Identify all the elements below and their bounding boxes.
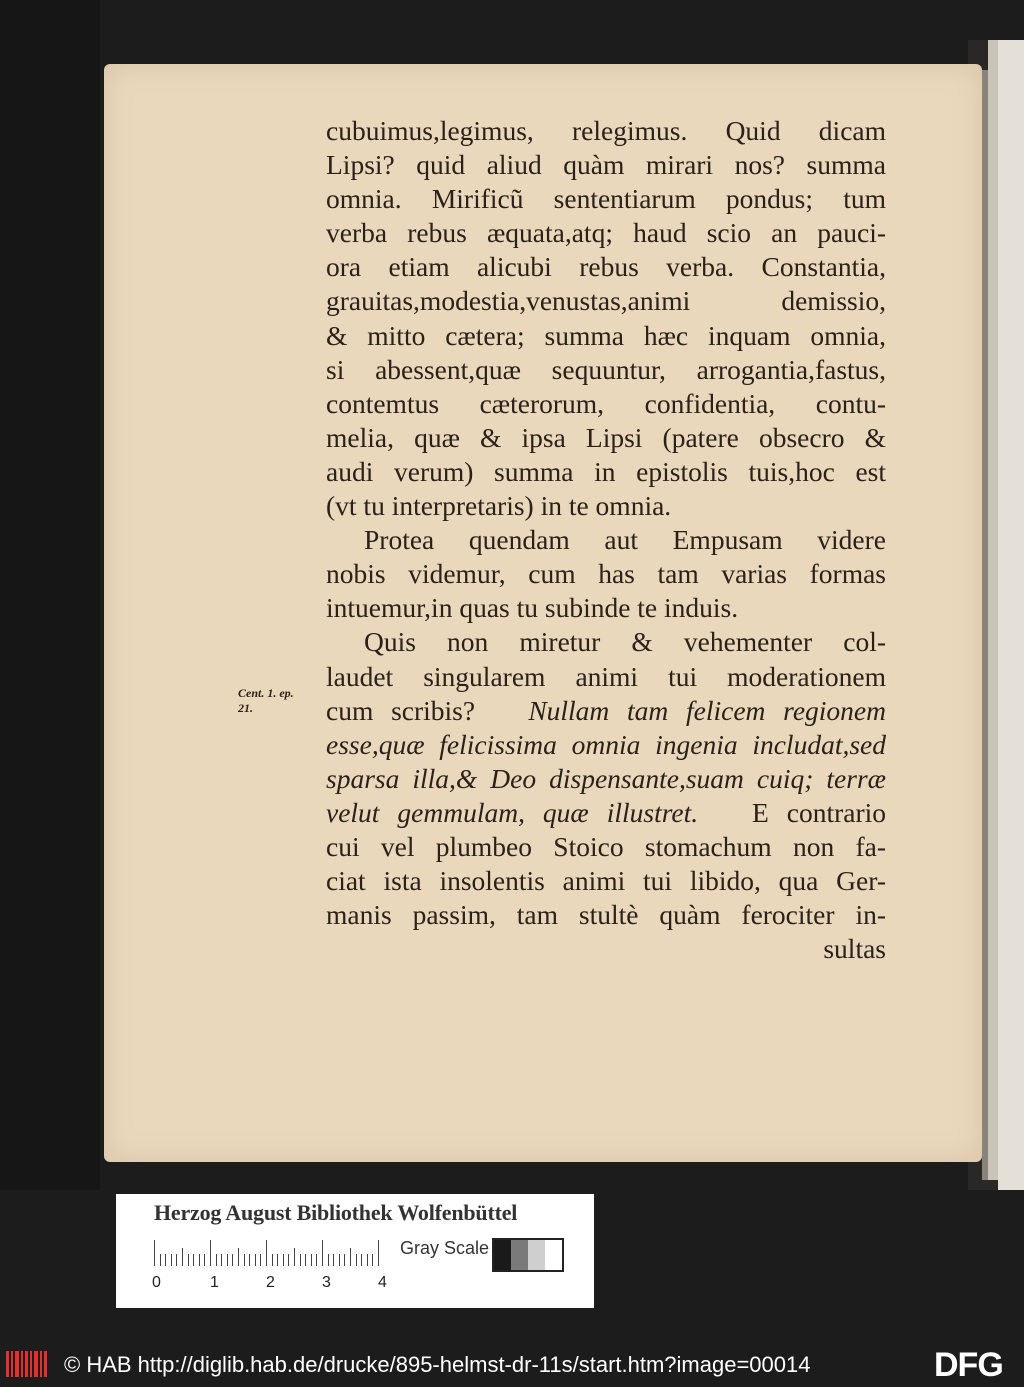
- text-line: & mitto cætera; summa hæc inquam omnia,: [326, 319, 886, 351]
- text-line: si abessent,quæ sequuntur, arrogantia,fastus,: [326, 353, 886, 385]
- text-line: verba rebus æquata,atq; haud scio an pauci-: [326, 217, 886, 249]
- text-line: Lipsi? quid aliud quàm mirari nos? summa: [326, 149, 886, 181]
- text-line-quote-end: velut gemmulam, quæ illustret. E contrario: [326, 796, 886, 828]
- ruler-tick: [188, 1254, 189, 1266]
- marginal-note: Cent. 1. ep. 21.: [238, 686, 294, 715]
- ruler-tick: [249, 1254, 250, 1266]
- ruler-tick: [216, 1254, 217, 1266]
- catchword: sultas: [823, 933, 886, 965]
- text-line: Protea quendam aut Empusam videre: [364, 524, 886, 556]
- copyright-url: © HAB http://diglib.hab.de/drucke/895-helmst-dr-11s/start.htm?image=00014: [64, 1352, 811, 1377]
- ruler-tick: [322, 1240, 323, 1266]
- ruler-tick: [316, 1254, 317, 1266]
- ruler-tick: [221, 1254, 222, 1266]
- ruler-tick: [255, 1254, 256, 1266]
- text-line: intuemur,in quas tu subinde te induis.: [326, 592, 739, 624]
- ruler-tick: [305, 1254, 306, 1266]
- ruler-tick: [266, 1240, 267, 1266]
- ruler-tick: [204, 1254, 205, 1266]
- ruler-tick: [165, 1254, 166, 1266]
- text-line: esse,quæ felicissima omnia ingenia includat,sed: [326, 728, 886, 760]
- text-line-quote-start: cum scribis? Nullam tam felicem regionem: [326, 694, 886, 726]
- ruler-tick: [350, 1248, 351, 1266]
- text-line: ora etiam alicubi rebus verba. Constantia,: [326, 251, 886, 283]
- ruler-tick: [311, 1254, 312, 1266]
- ruler-tick: [227, 1254, 228, 1266]
- text-line: manis passim, tam stultè quàm ferociter in-: [326, 899, 886, 931]
- text-line: grauitas,modestia,venustas,animi demissio,: [326, 285, 886, 317]
- scale-number: 4: [378, 1274, 387, 1291]
- text-line: Quis non miretur & vehementer col-: [364, 626, 886, 658]
- ruler-tick: [367, 1254, 368, 1266]
- ruler-tick: [361, 1254, 362, 1266]
- gray-scale-swatch: [492, 1238, 564, 1272]
- ruler-tick: [344, 1254, 345, 1266]
- text-line: cui vel plumbeo Stoico stomachum non fa-: [326, 830, 886, 862]
- ruler-tick: [272, 1254, 273, 1266]
- ruler-tick: [232, 1254, 233, 1266]
- scale-number: 1: [210, 1274, 219, 1291]
- measurement-ruler: [154, 1240, 386, 1266]
- text-line: (vt tu interpretaris) in te omnia.: [326, 490, 672, 522]
- ruler-tick: [260, 1254, 261, 1266]
- barcode-icon: [6, 1349, 50, 1379]
- scale-number: 0: [152, 1274, 161, 1291]
- text-line: sparsa illa,& Deo dispensante,suam cuiq; terræ: [326, 762, 886, 794]
- text-line: cubuimus,legimus, relegimus. Quid dicam: [326, 115, 886, 146]
- ruler-tick: [328, 1254, 329, 1266]
- ruler-tick: [199, 1254, 200, 1266]
- text-line: nobis videmur, cum has tam varias formas: [326, 558, 886, 590]
- dfg-logo: DFG: [934, 1346, 1003, 1384]
- ruler-tick: [176, 1254, 177, 1266]
- scale-number: 2: [266, 1274, 275, 1291]
- ruler-tick: [154, 1240, 155, 1266]
- ruler-tick: [244, 1254, 245, 1266]
- ruler-tick: [339, 1254, 340, 1266]
- text-line: laudet singularem animi tui moderationem: [326, 660, 886, 692]
- ruler-tick: [160, 1254, 161, 1266]
- text-line: audi verum) summa in epistolis tuis,hoc est: [326, 455, 886, 487]
- gray-swatch: [494, 1240, 511, 1270]
- ruler-tick: [356, 1254, 357, 1266]
- text-line: melia, quæ & ipsa Lipsi (patere obsecro &: [326, 421, 886, 453]
- ruler-tick: [333, 1254, 334, 1266]
- scale-number: 3: [322, 1274, 331, 1291]
- ruler-tick: [288, 1254, 289, 1266]
- text-line: ciat ista insolentis animi tui libido, qua Ger-: [326, 865, 886, 897]
- gray-swatch: [528, 1240, 545, 1270]
- ruler-tick: [378, 1240, 379, 1266]
- text-line: omnia. Mirificũ sententiarum pondus; tum: [326, 183, 886, 215]
- gray-swatch: [511, 1240, 528, 1270]
- library-name: Herzog August Bibliothek Wolfenbüttel: [154, 1200, 518, 1225]
- ruler-tick: [238, 1248, 239, 1266]
- left-background-strip: [0, 0, 100, 1190]
- ruler-tick: [283, 1254, 284, 1266]
- ruler-tick: [210, 1240, 211, 1266]
- text-line: contemtus cæterorum, confidentia, contu-: [326, 387, 886, 419]
- ruler-tick: [193, 1254, 194, 1266]
- ruler-tick: [182, 1248, 183, 1266]
- ruler-tick: [294, 1248, 295, 1266]
- library-color-label: [116, 1194, 594, 1308]
- gray-swatch: [545, 1240, 562, 1270]
- ruler-tick: [277, 1254, 278, 1266]
- gray-scale-label: Gray Scale: [400, 1238, 490, 1258]
- ruler-tick: [171, 1254, 172, 1266]
- ruler-tick: [300, 1254, 301, 1266]
- page-text: [326, 114, 886, 966]
- ruler-tick: [372, 1254, 373, 1266]
